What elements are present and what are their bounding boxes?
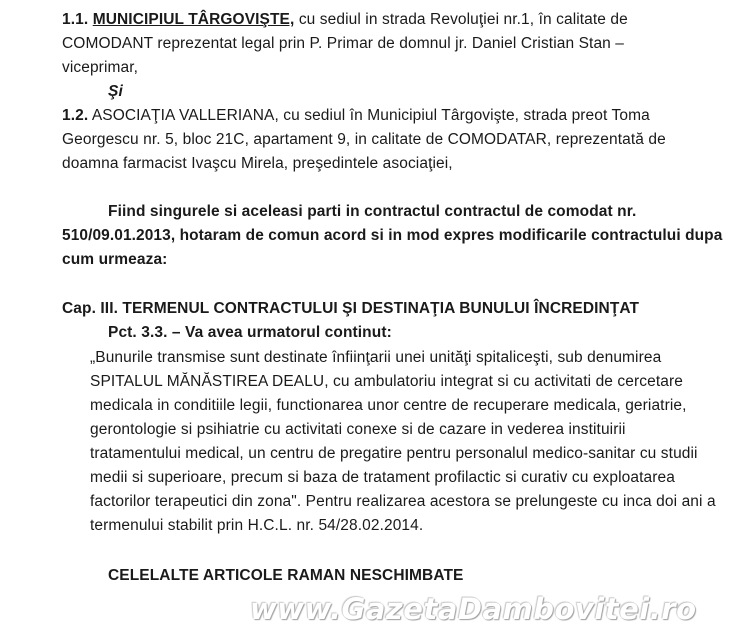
agreement-line3: cum urmeaza: bbox=[62, 251, 168, 268]
watermark: www.GazetaDambovitei.ro bbox=[250, 592, 697, 626]
body-line-2: SPITALUL MĂNĂSTIREA DEALU, cu ambulatoriu integrat si cu activitati de cercetare bbox=[90, 373, 683, 390]
point-heading: Pct. 3.3. – Va avea urmatorul continut: bbox=[108, 324, 392, 341]
party1-line3: viceprimar, bbox=[62, 59, 139, 76]
body-line-8: termenului stabilit prin H.C.L. nr. 54/28.02.2014. bbox=[90, 517, 424, 534]
body-line-6: medii si superioare, precum si baza de tratament profilactic si curativ cu exploatarea bbox=[90, 469, 675, 486]
body-line-4: gerontologie si psihiatrie cu activitati conexe si de cazare in vederea instituirii bbox=[90, 421, 626, 438]
party2-name-address: ASOCIAŢIA VALLERIANA, cu sediul în Municipiul Târgovişte, strada preot Toma bbox=[91, 107, 650, 124]
agreement-line1: Fiind singurele si aceleasi parti in contractul contractul de comodat nr. bbox=[108, 203, 637, 220]
party2-line1 bbox=[62, 106, 650, 126]
body-line-3: medicala in conditiile legii, functionarea unor centre de recuperare medicala, geriatrie, bbox=[90, 397, 687, 414]
party2-line2: Georgescu nr. 5, bloc 21C, apartament 9, in calitate de COMODATAR, reprezentată de bbox=[62, 131, 666, 148]
party2-line3: doamna farmacist Ivaşcu Mirela, preşedintele asociaţiei, bbox=[62, 155, 453, 172]
party2-number: 1.2. bbox=[62, 107, 89, 124]
agreement-line2: 510/09.01.2013, hotaram de comun acord si in mod expres modificarile contractului dupa bbox=[62, 227, 723, 244]
body-line-5: tratamentului medical, un centru de pregatire pentru personalul medico-sanitar cu studii bbox=[90, 445, 698, 462]
body-line-7: factorilor terapeutici din zona". Pentru realizarea acestora se prelungeste cu inca doi ani a bbox=[90, 493, 716, 510]
body-line-1: „Bunurile transmise sunt destinate înfiinţarii unei unităţi spitaliceşti, sub denumirea bbox=[90, 349, 662, 366]
chapter-heading: Cap. III. TERMENUL CONTRACTULUI ŞI DESTINAŢIA BUNULUI ÎNCREDINŢAT bbox=[62, 300, 640, 317]
party1-number: 1.1. bbox=[62, 11, 89, 28]
conjunction-si: Şi bbox=[108, 83, 123, 100]
closing-statement: CELELALTE ARTICOLE RAMAN NESCHIMBATE bbox=[108, 567, 464, 584]
party1-line1 bbox=[62, 10, 628, 30]
party1-address: cu sediul in strada Revoluţiei nr.1, în calitate de bbox=[298, 11, 628, 28]
party1-name: MUNICIPIUL TÂRGOVIŞTE, bbox=[92, 11, 295, 28]
party1-line2: COMODANT reprezentat legal prin P. Primar de domnul jr. Daniel Cristian Stan – bbox=[62, 35, 625, 52]
